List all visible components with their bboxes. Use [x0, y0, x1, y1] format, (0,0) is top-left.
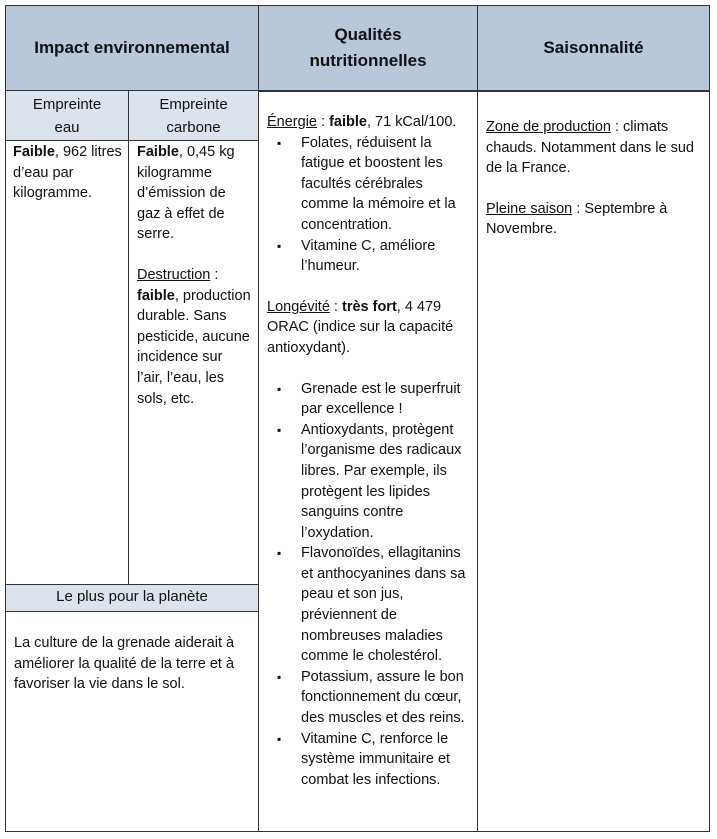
header-nutrition	[259, 6, 478, 91]
info-table	[5, 5, 710, 832]
header-impact-label: Impact environnemental	[34, 38, 230, 57]
energie-list	[267, 133, 471, 277]
header-saison	[478, 6, 709, 91]
energie-value: faible	[329, 114, 367, 130]
destruction-value: faible	[137, 287, 175, 304]
subheader-carbone-label: Empreinte carbone	[159, 96, 228, 136]
eau-value: Faible	[13, 144, 55, 160]
energie-text: , 71 kCal/100.	[366, 114, 457, 130]
list-item: ▪ Grenade est le superfruit par excellence !	[267, 379, 471, 420]
eau-text: , 962 litres d’eau par kilogramme.	[13, 144, 122, 202]
carbone-text: , 0,45 kg kilogramme d’émission de gaz à effet de serre.	[137, 144, 235, 243]
list-item: ▪ Potassium, assure le bon fonctionnement du cœur, des muscles et des reins.	[267, 667, 471, 729]
subheader-plus-label: Le plus pour la planète	[56, 588, 208, 605]
list-item: ▪ Folates, réduisent la fatigue et boostent les facultés cérébrales comme la mémoire et la concentration.	[267, 133, 471, 236]
energie-sep: :	[316, 114, 330, 130]
list-item: ▪ Vitamine C, renforce le système immunitaire et combat les infections.	[267, 729, 471, 791]
plus-content	[6, 612, 259, 831]
destruction-label: Destruction	[137, 266, 211, 283]
saison-content	[478, 91, 709, 831]
subheader-eau-label: Empreinte eau	[32, 96, 102, 136]
destruction-text: , production durable. Sans pesticide, aucune incidence sur l’air, l’eau, les sols, etc.	[137, 287, 251, 407]
longevite-value: très fort	[341, 298, 397, 315]
header-nutrition-label: Qualités nutritionnelles	[309, 25, 427, 70]
longevite-label: Longévité	[267, 298, 330, 315]
list-item: ▪ Flavonoïdes, ellagitanins et anthocyanines dans sa peau et son jus, préviennent de nombreuses maladies comme le cholestérol.	[267, 543, 471, 667]
header-saison-label: Saisonnalité	[543, 38, 644, 57]
zone-text: climats chauds. Notamment dans le sud de la France.	[486, 119, 694, 177]
longevite-list	[267, 379, 471, 791]
pleine-text: Septembre à Novembre.	[486, 200, 668, 238]
pleine-label: Pleine saison	[486, 200, 573, 217]
zone-label: Zone de production	[486, 119, 611, 135]
longevite-sep: :	[329, 298, 342, 315]
list-item: ▪ Antioxydants, protègent l’organisme des radicaux libres. Par exemple, ils protègent les lipides sanguins contre l’oxydation.	[267, 420, 471, 544]
longevite-text: , 4 479 ORAC (indice sur la capacité antioxydant).	[267, 298, 454, 356]
pleine-sep: :	[572, 200, 585, 217]
subheader-carbone	[129, 91, 259, 141]
subheader-plus	[6, 585, 259, 612]
nutrition-content	[259, 91, 478, 831]
zone-sep: :	[610, 119, 624, 135]
subheader-eau	[6, 91, 129, 141]
eau-content	[6, 141, 129, 585]
destruction-sep: :	[210, 266, 219, 283]
list-item: ▪ Vitamine C, améliore l’humeur.	[267, 236, 471, 277]
header-impact	[6, 6, 259, 91]
carbone-value: Faible	[137, 144, 179, 160]
carbone-content	[129, 141, 259, 585]
plus-text: La culture de la grenade aiderait à améliorer la qualité de la terre et à favoriser la vie dans le sol.	[14, 635, 235, 693]
energie-label: Énergie	[267, 114, 317, 130]
